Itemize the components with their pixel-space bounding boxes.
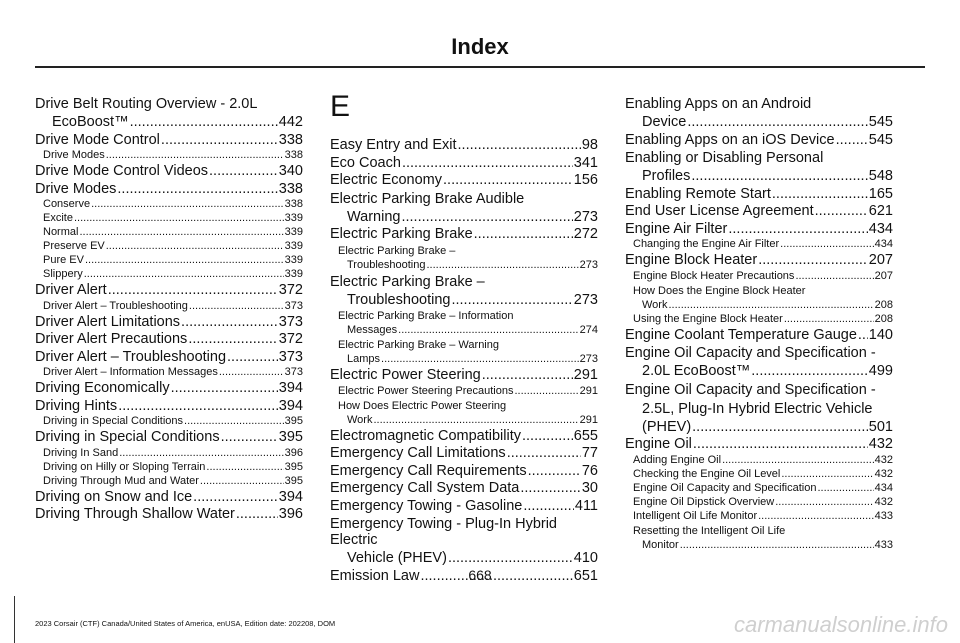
entry-label: Driving In Sand: [43, 446, 119, 459]
entry-label: Intelligent Oil Life Monitor: [633, 509, 758, 522]
entry-label: Emergency Call Limitations: [330, 445, 506, 461]
leader-dots: [117, 182, 277, 197]
entry-page-number: 410: [573, 550, 598, 566]
index-entry-heading: Enabling or Disabling Personal: [625, 150, 824, 166]
entry-page-number: 372: [278, 331, 303, 347]
entry-page-number: 339: [284, 212, 303, 224]
leader-dots: [219, 367, 284, 378]
leader-dots: [474, 227, 573, 242]
entry-page-number: 140: [868, 326, 893, 343]
entry-label: Driving Through Shallow Water: [35, 506, 235, 522]
entry-label: Warning: [347, 208, 401, 225]
leader-dots: [401, 210, 572, 225]
entry-page-number: 373: [284, 299, 303, 312]
index-entry: [35, 332, 303, 347]
entry-page-number: 395: [284, 460, 303, 473]
entry-page-number: 651: [573, 567, 598, 584]
index-subentry: [35, 367, 303, 378]
entry-label: Driving Hints: [35, 397, 118, 414]
leader-dots: [758, 511, 874, 522]
index-subentry: [625, 314, 893, 325]
leader-dots: [751, 364, 868, 379]
index-subentry: [625, 540, 893, 551]
leader-dots: [426, 260, 578, 271]
entry-page-number: 273: [573, 291, 598, 308]
entry-label: Driving in Special Conditions: [43, 415, 184, 427]
leader-dots: [680, 540, 874, 551]
entry-label: Troubleshooting: [347, 258, 426, 271]
entry-label: Driver Alert – Information Messages: [43, 366, 218, 378]
leader-dots: [507, 446, 581, 461]
entry-label: Engine Coolant Temperature Gauge: [625, 326, 857, 343]
leader-dots: [209, 164, 278, 179]
entry-page-number: 208: [874, 312, 893, 325]
index-entry: [330, 429, 598, 444]
index-entry-heading: Resetting the Intelligent Oil Life: [633, 524, 786, 537]
entry-label: Slippery: [43, 268, 83, 280]
entry-page-number: 655: [573, 427, 598, 444]
index-entry: [35, 381, 303, 396]
header-rule: [35, 66, 925, 68]
index-subentry: [35, 416, 303, 427]
entry-page-number: 396: [278, 506, 303, 522]
index-entry: [35, 115, 303, 130]
entry-page-number: 291: [579, 413, 598, 426]
entry-label: Monitor: [642, 538, 679, 551]
leader-dots: [118, 399, 278, 414]
index-subentry: [35, 150, 303, 161]
index-subentry: [330, 260, 598, 271]
leader-dots: [193, 490, 278, 505]
leader-dots: [130, 115, 278, 130]
index-entry: [625, 222, 893, 237]
entry-label: Enabling Remote Start: [625, 185, 771, 202]
entry-page-number: 338: [278, 131, 303, 148]
leader-dots: [206, 462, 283, 473]
index-entry: [625, 115, 893, 130]
leader-dots: [523, 499, 574, 514]
leader-dots: [373, 415, 578, 426]
leader-dots: [817, 483, 873, 494]
leader-dots: [815, 204, 868, 219]
index-entry-heading: Electric Parking Brake – Information: [338, 310, 514, 322]
leader-dots: [189, 301, 284, 312]
entry-page-number: 273: [573, 208, 598, 225]
index-subentry: [35, 199, 303, 210]
leader-dots: [514, 386, 578, 397]
entry-label: Conserve: [43, 198, 91, 210]
entry-label: Driving Economically: [35, 380, 170, 396]
leader-dots: [74, 213, 284, 224]
entry-page-number: 208: [874, 298, 893, 311]
entry-label: Normal: [43, 226, 79, 238]
index-column-3: [625, 96, 893, 554]
index-subentry: [35, 227, 303, 238]
entry-page-number: 273: [579, 258, 598, 271]
index-entry: [35, 399, 303, 414]
entry-label: Using the Engine Block Heater: [633, 312, 783, 325]
entry-page-number: 338: [278, 180, 303, 197]
entry-label: Messages: [347, 324, 398, 336]
entry-label: (PHEV): [642, 418, 692, 435]
entry-page-number: 339: [284, 240, 303, 252]
index-entry: [330, 293, 598, 308]
entry-label: Drive Mode Control: [35, 131, 160, 148]
leader-dots: [693, 437, 868, 452]
index-subentry: [35, 213, 303, 224]
entry-label: Drive Modes: [43, 149, 105, 161]
index-column-2: [330, 90, 598, 586]
entry-page-number: 394: [278, 488, 303, 505]
index-subentry: [35, 301, 303, 312]
entry-page-number: 341: [573, 154, 598, 171]
entry-page-number: 372: [278, 282, 303, 298]
entry-label: Preserve EV: [43, 240, 105, 252]
leader-dots: [181, 315, 278, 330]
index-subentry: [625, 497, 893, 508]
index-entry-heading: Emergency Towing - Plug-In Hybrid Electric: [330, 516, 557, 548]
entry-page-number: 339: [284, 268, 303, 280]
index-entry: [330, 138, 598, 153]
leader-dots: [398, 325, 579, 336]
entry-label: Easy Entry and Exit: [330, 137, 457, 153]
index-entry: [35, 182, 303, 197]
index-entry: [625, 437, 893, 452]
leader-dots: [722, 455, 874, 466]
entry-label: Engine Block Heater Precautions: [633, 269, 795, 282]
index-entry: [330, 446, 598, 461]
entry-page-number: 291: [579, 384, 598, 397]
entry-page-number: 548: [868, 168, 893, 184]
index-entry-heading: Drive Belt Routing Overview - 2.0L: [35, 96, 258, 112]
leader-dots: [200, 476, 284, 487]
index-subentry: [330, 415, 598, 426]
index-subentry: [625, 483, 893, 494]
index-entry: [625, 253, 893, 268]
leader-dots: [448, 551, 573, 566]
entry-page-number: 373: [284, 366, 303, 378]
entry-page-number: 373: [278, 313, 303, 330]
leader-dots: [780, 239, 873, 250]
leader-dots: [84, 269, 284, 280]
index-entry-heading: How Does Electric Power Steering: [338, 399, 507, 412]
leader-dots: [106, 241, 284, 252]
index-subentry: [35, 448, 303, 459]
entry-page-number: 621: [868, 203, 893, 219]
entry-label: Driver Alert Limitations: [35, 313, 181, 330]
index-entry: [330, 499, 598, 514]
entry-page-number: 394: [278, 397, 303, 414]
leader-dots: [91, 199, 284, 210]
entry-label: Work: [642, 298, 668, 311]
entry-page-number: 338: [284, 198, 303, 210]
leader-dots: [728, 222, 867, 237]
index-subentry: [35, 255, 303, 266]
index-subentry: [330, 325, 598, 336]
entry-label: Lamps: [347, 353, 381, 365]
index-entry-heading: Electric Parking Brake –: [330, 273, 485, 290]
index-subentry: [625, 511, 893, 522]
index-entry: [35, 350, 303, 365]
index-entry: [625, 328, 893, 343]
leader-dots: [528, 464, 581, 479]
watermark: carmanualsonline.info: [733, 612, 948, 637]
entry-page-number: 272: [573, 226, 598, 242]
leader-dots: [188, 332, 277, 347]
entry-page-number: 394: [278, 380, 303, 396]
entry-page-number: 434: [868, 220, 893, 237]
index-entry: [35, 133, 303, 148]
entry-page-number: 432: [874, 495, 893, 508]
index-entry: [35, 315, 303, 330]
entry-label: Pure EV: [43, 254, 84, 266]
entry-page-number: 340: [278, 163, 303, 179]
entry-label: Drive Mode Control Videos: [35, 163, 209, 179]
entry-label: Excite: [43, 212, 73, 224]
index-entry: [625, 420, 893, 435]
index-column-1: [35, 96, 303, 525]
entry-page-number: 30: [581, 480, 598, 496]
index-subentry: [35, 269, 303, 280]
entry-label: Engine Oil: [625, 436, 692, 452]
leader-dots: [691, 169, 867, 184]
index-subentry: [625, 271, 893, 282]
leader-dots: [108, 283, 278, 298]
entry-page-number: 411: [574, 497, 598, 514]
index-entry-heading: Enabling Apps on an Android: [625, 96, 812, 112]
index-entry: [330, 210, 598, 225]
entry-label: Emergency Call System Data: [330, 480, 520, 496]
index-entry: [330, 173, 598, 188]
index-entry-heading: Electric Parking Brake – Warning: [338, 339, 499, 351]
entry-label: Electric Power Steering: [330, 367, 481, 383]
index-entry-heading: Engine Oil Capacity and Specification -: [625, 345, 876, 361]
entry-label: Driver Alert – Troubleshooting: [35, 348, 227, 365]
entry-label: Driver Alert – Troubleshooting: [43, 299, 188, 312]
entry-page-number: 396: [284, 446, 303, 459]
entry-page-number: 207: [874, 269, 893, 282]
index-entry: [330, 464, 598, 479]
entry-label: Driving in Special Conditions: [35, 429, 220, 445]
leader-dots: [784, 314, 874, 325]
index-entry: [625, 204, 893, 219]
leader-dots: [692, 420, 868, 435]
entry-label: Engine Oil Capacity and Specification: [633, 481, 817, 494]
leader-dots: [858, 328, 868, 343]
entry-page-number: 395: [284, 415, 303, 427]
index-entry-heading: Electric Parking Brake Audible: [330, 190, 525, 207]
leader-dots: [687, 115, 867, 130]
entry-page-number: 165: [868, 185, 893, 202]
leader-dots: [451, 293, 572, 308]
entry-page-number: 433: [874, 538, 893, 551]
leader-dots: [795, 271, 873, 282]
leader-dots: [482, 368, 573, 383]
entry-page-number: 338: [284, 149, 303, 161]
entry-label: Enabling Apps on an iOS Device: [625, 131, 835, 148]
entry-label: Engine Block Heater: [625, 252, 758, 268]
entry-label: Emergency Call Requirements: [330, 462, 527, 479]
entry-page-number: 274: [579, 324, 598, 336]
entry-page-number: 291: [573, 367, 598, 383]
entry-page-number: 434: [874, 238, 893, 250]
page-number: 668: [468, 567, 492, 583]
index-subentry: [625, 455, 893, 466]
index-subentry: [35, 476, 303, 487]
leader-dots: [775, 497, 873, 508]
entry-page-number: 273: [579, 353, 598, 365]
index-entry: [625, 364, 893, 379]
index-entry: [35, 430, 303, 445]
index-entry: [35, 490, 303, 505]
index-subentry: [625, 300, 893, 311]
index-subentry: [35, 241, 303, 252]
index-entry-heading: 2.5L, Plug-In Hybrid Electric Vehicle: [642, 400, 873, 417]
index-subentry: [35, 462, 303, 473]
index-entry: [35, 164, 303, 179]
entry-page-number: 499: [868, 363, 893, 379]
leader-dots: [381, 354, 579, 365]
entry-label: Driver Alert Precautions: [35, 331, 188, 347]
entry-page-number: 339: [284, 254, 303, 266]
entry-page-number: 545: [868, 131, 893, 148]
leader-dots: [402, 156, 573, 171]
leader-dots: [171, 381, 278, 396]
entry-page-number: 434: [874, 481, 893, 494]
index-subentry: [330, 386, 598, 397]
leader-dots: [520, 481, 580, 496]
index-entry: [35, 507, 303, 522]
entry-label: Device: [642, 114, 687, 130]
entry-label: Driving on Snow and Ice: [35, 488, 193, 505]
leader-dots: [772, 187, 868, 202]
leader-dots: [106, 150, 284, 161]
leader-dots: [184, 416, 284, 427]
entry-page-number: 339: [284, 226, 303, 238]
entry-page-number: 207: [868, 252, 893, 268]
index-entry: [625, 187, 893, 202]
leader-dots: [836, 133, 868, 148]
entry-page-number: 432: [874, 453, 893, 466]
index-entry: [330, 227, 598, 242]
entry-page-number: 433: [874, 509, 893, 522]
entry-label: 2.0L EcoBoost™: [642, 363, 751, 379]
entry-label: Driving Through Mud and Water: [43, 474, 199, 487]
entry-page-number: 545: [868, 114, 893, 130]
index-subentry: [625, 239, 893, 250]
entry-page-number: 442: [278, 114, 303, 130]
entry-label: Troubleshooting: [347, 291, 451, 308]
entry-page-number: 501: [868, 418, 893, 435]
entry-label: Electric Power Steering Precautions: [338, 384, 514, 397]
leader-dots: [522, 429, 573, 444]
entry-label: Driving on Hilly or Sloping Terrain: [43, 460, 206, 473]
entry-label: EcoBoost™: [52, 114, 129, 130]
entry-page-number: 395: [284, 474, 303, 487]
index-entry: [330, 481, 598, 496]
leader-dots: [221, 430, 278, 445]
entry-label: Emergency Towing - Gasoline: [330, 497, 523, 514]
leader-dots: [668, 300, 873, 311]
entry-page-number: 98: [581, 137, 598, 153]
index-entry: [625, 169, 893, 184]
entry-label: Electromagnetic Compatibility: [330, 427, 521, 444]
entry-label: Work: [347, 413, 373, 426]
index-entry-heading: Engine Oil Capacity and Specification -: [625, 381, 876, 398]
entry-label: Engine Air Filter: [625, 220, 728, 237]
index-entry: [330, 551, 598, 566]
entry-page-number: 373: [278, 348, 303, 365]
crop-mark: [14, 596, 15, 643]
entry-page-number: 156: [573, 172, 598, 188]
entry-label: End User License Agreement: [625, 203, 814, 219]
entry-label: Driver Alert: [35, 282, 107, 298]
entry-label: Electric Parking Brake: [330, 226, 473, 242]
index-entry-heading: How Does the Engine Block Heater: [633, 284, 806, 297]
entry-label: Electric Economy: [330, 172, 443, 188]
footer-text: 2023 Corsair (CTF) Canada/United States of America, enUSA, Edition date: 202208, DOM: [35, 619, 336, 628]
entry-label: Changing the Engine Air Filter: [633, 238, 780, 250]
entry-page-number: 76: [581, 462, 598, 479]
leader-dots: [79, 227, 283, 238]
index-entry: [35, 283, 303, 298]
entry-label: Drive Modes: [35, 180, 117, 197]
leader-dots: [443, 173, 573, 188]
leader-dots: [458, 138, 581, 153]
entry-label: Adding Engine Oil: [633, 453, 722, 466]
index-subentry: [625, 469, 893, 480]
page-title: Index: [451, 34, 509, 59]
entry-page-number: 77: [581, 445, 598, 461]
entry-page-number: 432: [868, 436, 893, 452]
index-subentry: [330, 354, 598, 365]
index-entry-heading: Electric Parking Brake –: [338, 244, 456, 257]
entry-page-number: 395: [278, 429, 303, 445]
entry-label: Eco Coach: [330, 154, 401, 171]
leader-dots: [236, 507, 278, 522]
leader-dots: [85, 255, 284, 266]
entry-label: Vehicle (PHEV): [347, 550, 447, 566]
entry-page-number: 432: [874, 467, 893, 480]
leader-dots: [161, 133, 278, 148]
entry-label: Engine Oil Dipstick Overview: [633, 495, 775, 508]
leader-dots: [758, 253, 868, 268]
index-entry: [330, 156, 598, 171]
entry-label: Checking the Engine Oil Level: [633, 467, 781, 480]
leader-dots: [781, 469, 873, 480]
leader-dots: [119, 448, 283, 459]
leader-dots: [227, 350, 278, 365]
entry-label: Emission Law: [330, 567, 420, 584]
index-entry: [330, 368, 598, 383]
entry-label: Profiles: [642, 168, 691, 184]
index-entry: [625, 133, 893, 148]
section-letter: E: [330, 90, 351, 123]
